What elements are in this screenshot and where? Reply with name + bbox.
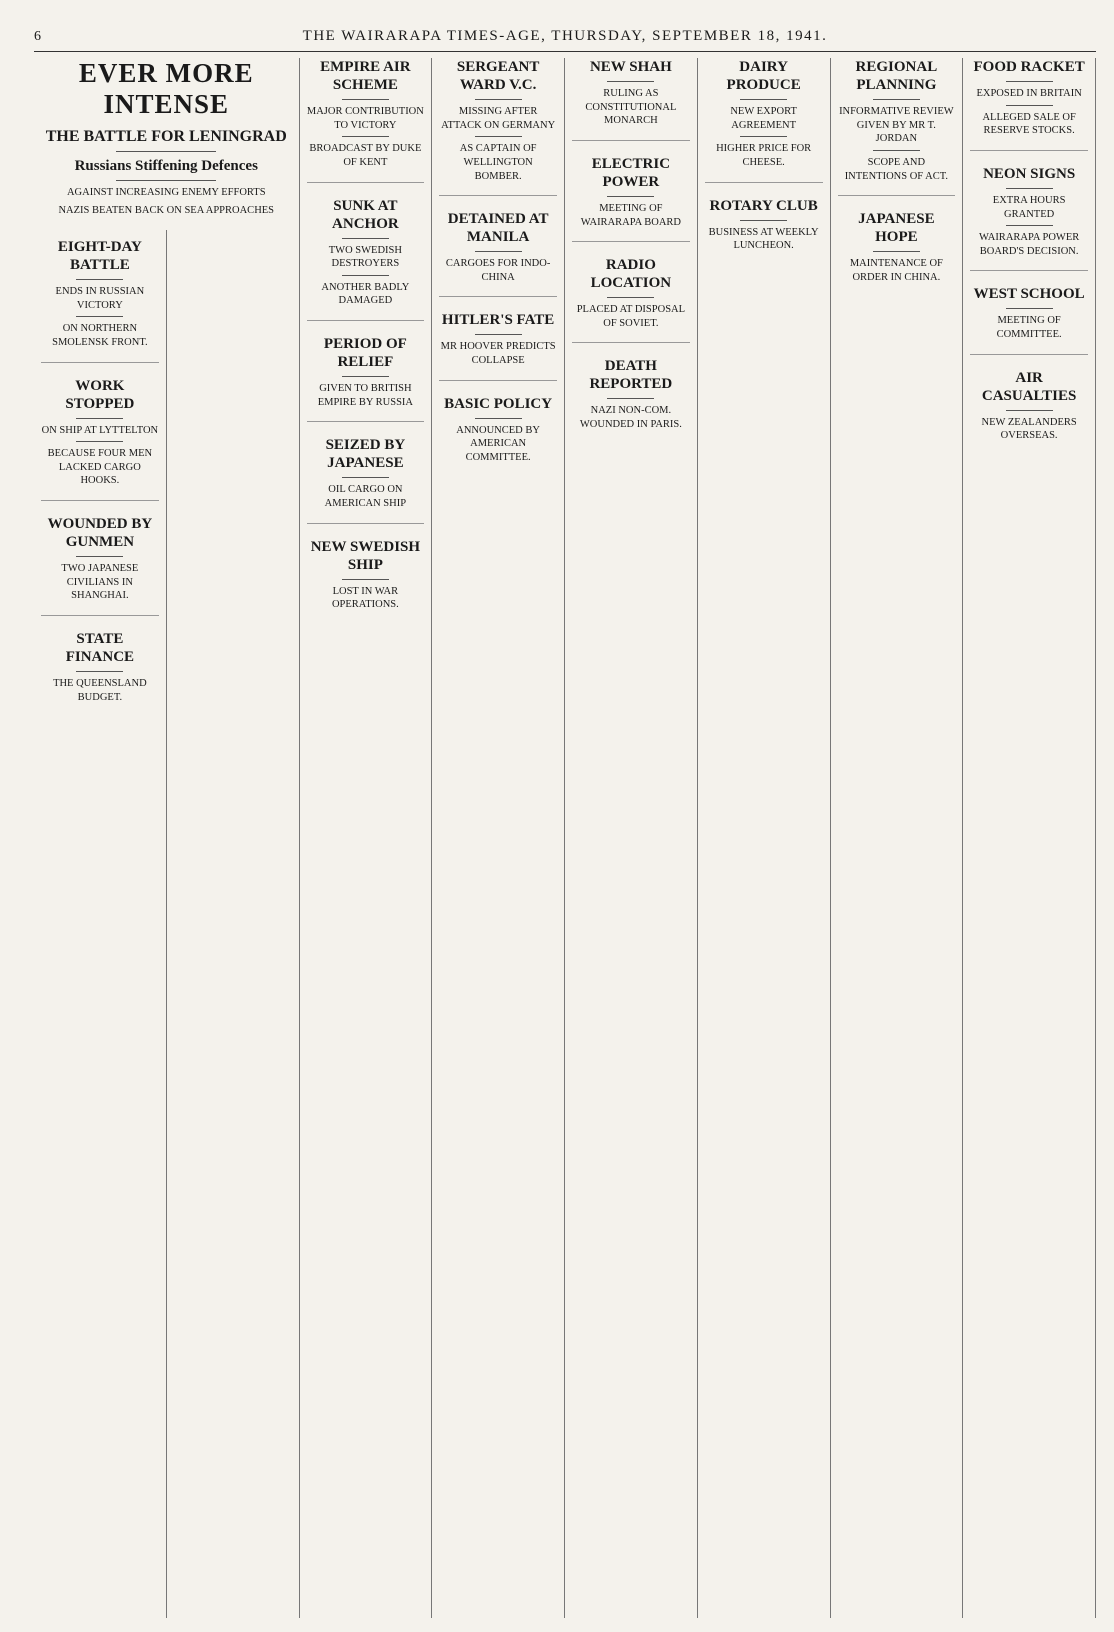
article-headline: DETAINED AT MANILA <box>447 211 549 246</box>
article-headline: SUNK AT ANCHOR <box>332 197 399 232</box>
article-deck: MEETING OF COMMITTEE. <box>996 315 1062 341</box>
article <box>439 58 557 196</box>
lead-deck: AGAINST INCREASING ENEMY EFFORTS <box>66 187 266 199</box>
article-headline: EIGHT-DAY BATTLE <box>57 239 142 273</box>
article-deck: ANNOUNCED BY AMERICAN COMMITTEE. <box>456 424 540 464</box>
article-deck: MR HOOVER PREDICTS COLLAPSE <box>440 341 556 367</box>
column-4 <box>432 58 565 1618</box>
article <box>572 155 690 242</box>
article-deck: ENDS IN RUSSIAN VICTORY <box>55 286 145 311</box>
article <box>970 165 1088 272</box>
article-deck: ON NORTHERN SMOLENSK FRONT. <box>52 323 148 348</box>
article-deck: ANOTHER BADLY DAMAGED <box>321 281 410 307</box>
article-deck: INFORMATIVE REVIEW GIVEN BY MR T. JORDAN <box>839 106 954 145</box>
lead-deck: NAZIS BEATEN BACK ON SEA APPROACHES <box>58 204 275 216</box>
article <box>439 311 557 380</box>
article-headline: SERGEANT WARD V.C. <box>456 59 540 93</box>
lead-deck: Russians Stiffening Defences <box>74 158 258 175</box>
article-deck: BROADCAST BY DUKE OF KENT <box>309 143 422 168</box>
lead-article <box>34 58 300 230</box>
article-headline: ROTARY CLUB <box>709 197 818 214</box>
article-headline: ELECTRIC POWER <box>591 155 671 190</box>
article-deck: CARGOES FOR INDO-CHINA <box>445 258 551 283</box>
article-headline: PERIOD OF RELIEF <box>323 336 407 371</box>
article-headline: DAIRY PRODUCE <box>726 59 801 93</box>
article <box>307 335 425 422</box>
article-deck: WAIRARAPA POWER BOARD'S DECISION. <box>978 232 1080 257</box>
article-deck: TWO SWEDISH DESTROYERS <box>328 244 402 270</box>
article-headline: EMPIRE AIR SCHEME <box>320 59 411 93</box>
article-headline: REGIONAL PLANNING <box>855 59 938 93</box>
article-headline: NEW SHAH <box>589 59 672 75</box>
lead-deck: THE BATTLE FOR LENINGRAD <box>45 128 287 146</box>
masthead <box>34 28 1096 52</box>
article-headline: JAPANESE HOPE <box>858 211 935 246</box>
column-5 <box>565 58 698 1618</box>
article-deck: TWO JAPANESE CIVILIANS IN SHANGHAI. <box>61 563 139 602</box>
article-deck: MISSING AFTER ATTACK ON GERMANY <box>441 106 556 131</box>
article <box>970 369 1088 455</box>
article-headline: DEATH REPORTED <box>589 358 673 393</box>
article-deck: ALLEGED SALE OF RESERVE STOCKS. <box>982 111 1076 137</box>
article-deck: NEW ZEALANDERS OVERSEAS. <box>981 416 1077 442</box>
article-headline: WEST SCHOOL <box>973 286 1085 303</box>
article <box>572 256 690 343</box>
article <box>705 197 823 265</box>
article-deck: LOST IN WAR OPERATIONS. <box>331 585 399 611</box>
article-deck: MAJOR CONTRIBUTION TO VICTORY <box>306 106 424 131</box>
article <box>572 58 690 141</box>
article-deck: SCOPE AND INTENTIONS OF ACT. <box>844 156 949 182</box>
article-deck: GIVEN TO BRITISH EMPIRE BY RUSSIA <box>317 383 414 408</box>
article-deck: ON SHIP AT LYTTELTON <box>41 424 159 436</box>
article-deck: THE QUEENSLAND BUDGET. <box>53 678 147 703</box>
article-headline: WOUNDED BY GUNMEN <box>47 516 153 551</box>
article-deck: AS CAPTAIN OF WELLINGTON BOMBER. <box>459 143 537 182</box>
article-headline: SEIZED BY JAPANESE <box>325 437 406 472</box>
article-headline: AIR CASUALTIES <box>981 369 1077 404</box>
article <box>838 210 956 296</box>
article <box>838 58 956 196</box>
lead-headline: EVER MORE INTENSE <box>78 58 254 120</box>
article <box>307 58 425 183</box>
article-headline: BASIC POLICY <box>444 395 553 412</box>
article-deck: BUSINESS AT WEEKLY LUNCHEON. <box>708 226 819 252</box>
columns <box>34 52 1096 1618</box>
article-headline: RADIO LOCATION <box>590 257 672 292</box>
article <box>41 238 159 363</box>
article <box>572 357 690 443</box>
article-headline: WORK STOPPED <box>65 377 135 412</box>
article <box>41 630 159 716</box>
article <box>307 436 425 523</box>
article-deck: EXPOSED IN BRITAIN <box>976 88 1082 99</box>
article-deck: MAINTENANCE OF ORDER IN CHINA. <box>849 258 943 283</box>
article-headline: NEW SWEDISH SHIP <box>310 538 421 573</box>
article <box>705 58 823 183</box>
column-6 <box>698 58 831 1618</box>
article <box>970 285 1088 354</box>
article-deck: BECAUSE FOUR MEN LACKED CARGO HOOKS. <box>47 448 153 487</box>
column-1 <box>34 58 167 1618</box>
article-deck: NAZI NON-COM. WOUNDED IN PARIS. <box>579 405 682 431</box>
article-headline: FOOD RACKET <box>973 59 1085 75</box>
article-headline: STATE FINANCE <box>65 631 135 666</box>
column-3 <box>300 58 433 1618</box>
article-deck: RULING AS CONSTITUTIONAL MONARCH <box>585 88 677 127</box>
article-headline: NEON SIGNS <box>983 165 1076 182</box>
article-deck: HIGHER PRICE FOR CHEESE. <box>716 143 812 168</box>
article-deck: PLACED AT DISPOSAL OF SOVIET. <box>576 304 686 329</box>
article-deck: EXTRA HOURS GRANTED <box>992 194 1066 220</box>
column-7 <box>831 58 964 1618</box>
article <box>439 210 557 297</box>
article-deck: NEW EXPORT AGREEMENT <box>730 106 797 131</box>
article-deck: MEETING OF WAIRARAPA BOARD <box>580 202 681 228</box>
column-8 <box>963 58 1096 1618</box>
article <box>41 377 159 502</box>
article <box>307 538 425 624</box>
article <box>970 58 1088 151</box>
article-deck: OIL CARGO ON AMERICAN SHIP <box>324 484 407 510</box>
running-head: THE WAIRARAPA TIMES-AGE, THURSDAY, SEPTEMBER 18, 1941. <box>302 28 828 44</box>
column-2 <box>167 58 300 1618</box>
page-number: 6 <box>34 29 41 44</box>
article <box>307 197 425 322</box>
article <box>439 395 557 477</box>
article-headline: HITLER'S FATE <box>441 312 555 329</box>
article <box>41 515 159 616</box>
